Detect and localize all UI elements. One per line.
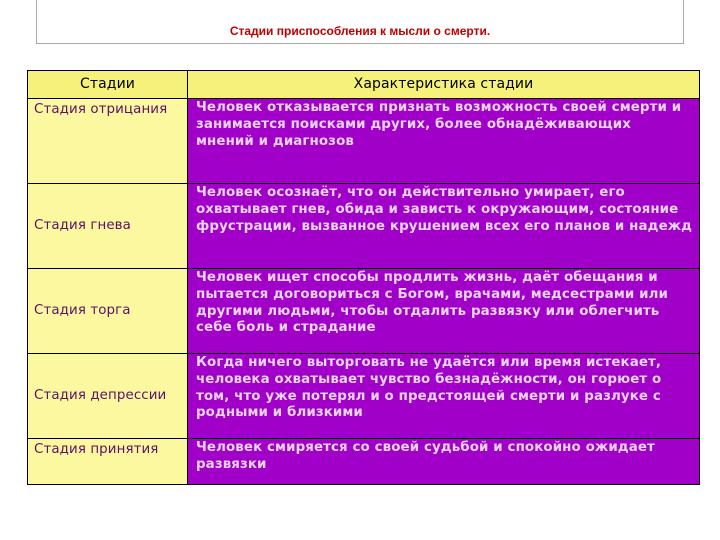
description-cell: Когда ничего выторговать не удаётся или время истекает, человека охватывает чувство безнадёжности, он горюет о том, что уже потерял и о предстоящей смерти и разлуке с родными и близкими bbox=[188, 354, 700, 439]
stages-table bbox=[27, 70, 700, 485]
table-row bbox=[28, 99, 700, 184]
stage-cell: Стадия отрицания bbox=[28, 99, 188, 184]
table-row bbox=[28, 439, 700, 485]
description-cell: Человек смиряется со своей судьбой и спокойно ожидает развязки bbox=[188, 439, 700, 485]
stage-cell: Стадия принятия bbox=[28, 439, 188, 485]
table-row bbox=[28, 184, 700, 269]
description-cell: Человек отказывается признать возможность своей смерти и занимается поисками других, более обнадёживающих мнений и диагнозов bbox=[188, 99, 700, 184]
slide-title: Стадии приспособления к мысли о смерти. bbox=[229, 24, 491, 38]
header-description: Характеристика стадии bbox=[188, 71, 700, 99]
stage-cell: Стадия торга bbox=[28, 269, 188, 354]
description-cell: Человек осознаёт, что он действительно умирает, его охватывает гнев, обида и зависть к окружающим, состояние фрустрации, вызванное крушением всех его планов и надежд bbox=[188, 184, 700, 269]
table-header-row bbox=[28, 71, 700, 99]
table-row bbox=[28, 269, 700, 354]
header-stage: Стадии bbox=[28, 71, 188, 99]
stage-cell: Стадия депрессии bbox=[28, 354, 188, 439]
table-row bbox=[28, 354, 700, 439]
stage-cell: Стадия гнева bbox=[28, 184, 188, 269]
title-box bbox=[36, 0, 684, 44]
description-cell: Человек ищет способы продлить жизнь, даёт обещания и пытается договориться с Богом, врачами, медсестрами или другими людьми, чтобы отдалить развязку или облегчить себе боль и страдание bbox=[188, 269, 700, 354]
